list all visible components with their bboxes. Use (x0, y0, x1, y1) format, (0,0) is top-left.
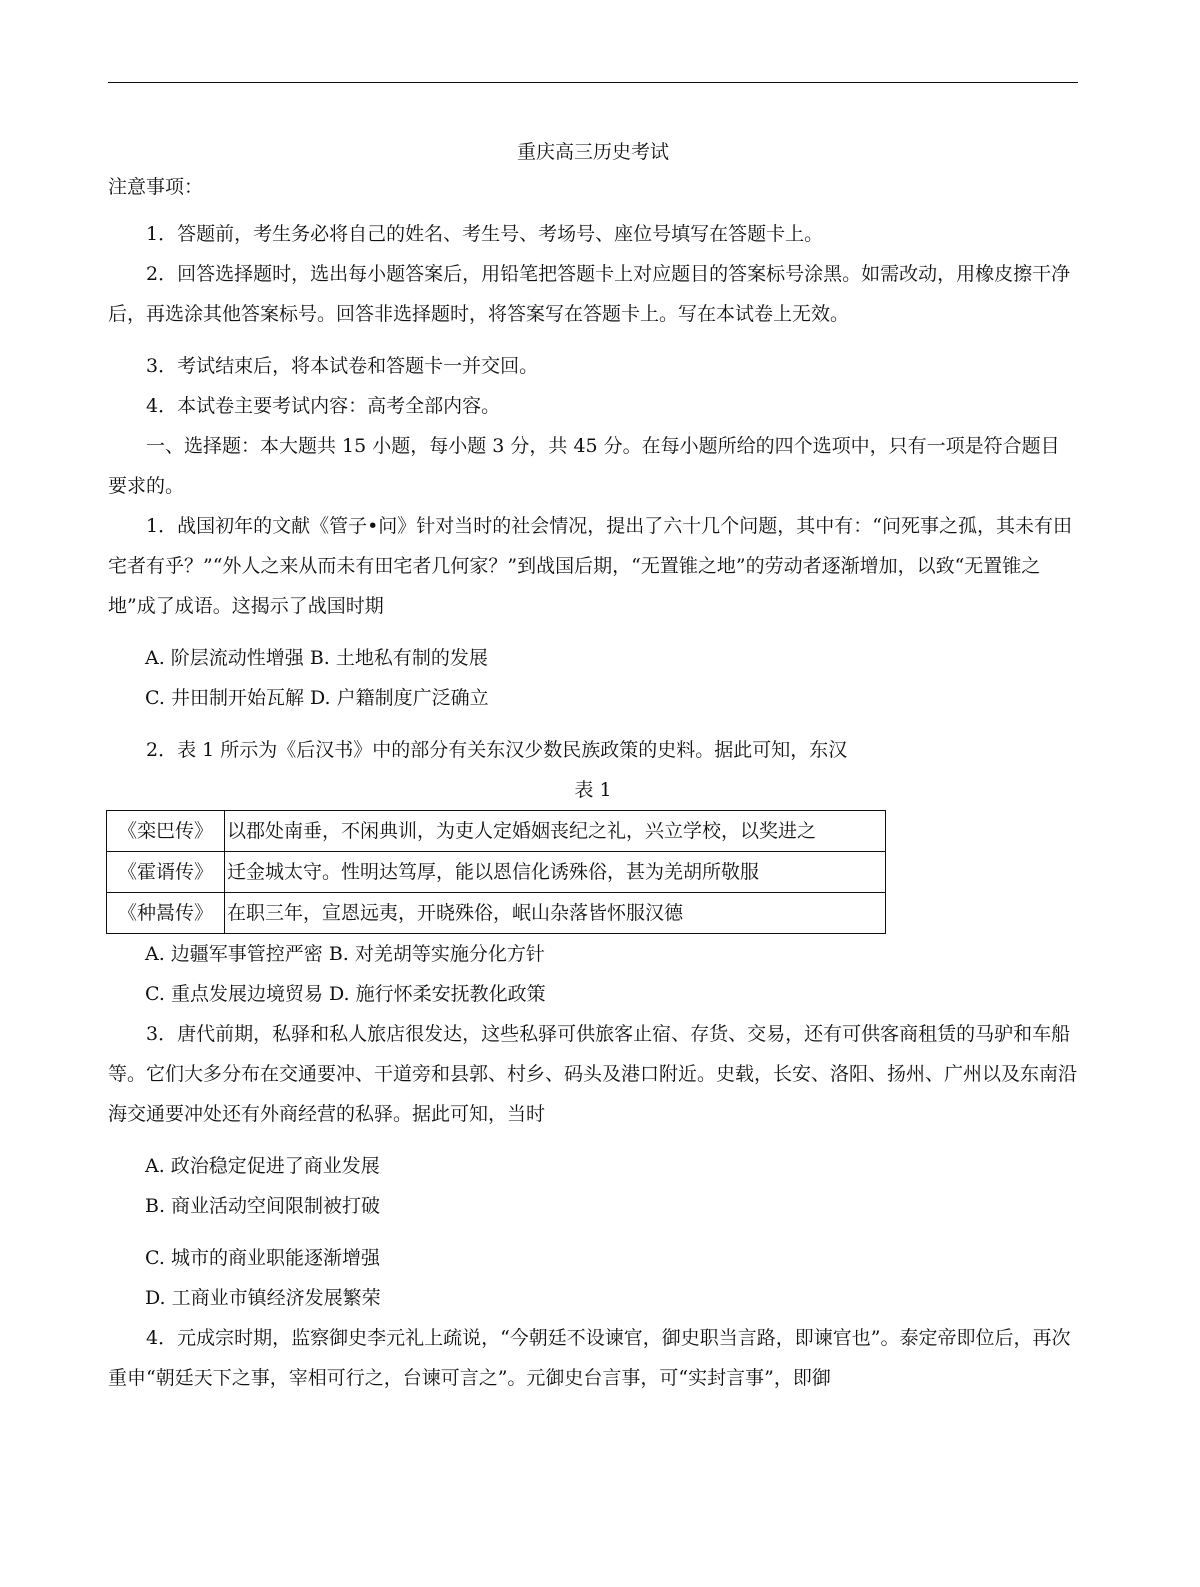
table-row (107, 852, 886, 893)
header-rule (108, 82, 1078, 83)
notice-item: 4．本试卷主要考试内容：高考全部内容。 (146, 395, 501, 417)
answer-option: D. 工商业市镇经济发展繁荣 (145, 1287, 381, 1309)
answer-option: A. 边疆军事管控严密 B. 对羌胡等实施分化方针 (145, 943, 545, 965)
question-stem: 3．唐代前期，私驿和私人旅店很发达，这些私驿可供旅客止宿、存货、交易，还有可供客商租赁的马驴和车船等。它们大多分布在交通要冲、干道旁和县郭、村乡、码头及港口附近。史载，长安、洛阳、扬州、广州以及东南沿海交通要冲处还有外商经营的私驿。据此可知，当时 (108, 1023, 1078, 1125)
table-cell-content: 迁金城太守。性明达笃厚，能以恩信化诱殊俗，甚为羌胡所敬服 (225, 852, 886, 893)
notice-item: 2．回答选择题时，选出每小题答案后，用铅笔把答题卡上对应题目的答案标号涂黑。如需改动，用橡皮擦干净后，再选涂其他答案标号。回答非选择题时，将答案写在答题卡上。写在本试卷上无效。 (108, 263, 1071, 325)
table-row (107, 811, 886, 852)
table-cell-source: 《霍谞传》 (107, 852, 225, 893)
table-row (107, 893, 886, 934)
exam-page (108, 140, 1078, 1398)
question-stem: 4．元成宗时期，监察御史李元礼上疏说，“今朝廷不设谏官，御史职当言路，即谏官也”。泰定帝即位后，再次重申“朝廷天下之事，宰相可行之，台谏可言之”。元御史台言事，可“实封言事”，即御 (108, 1327, 1071, 1389)
answer-option: A. 阶层流动性增强 B. 土地私有制的发展 (145, 647, 488, 669)
question-stem: 2．表 1 所示为《后汉书》中的部分有关东汉少数民族政策的史料。据此可知，东汉 (146, 739, 848, 761)
table-cell-source: 《栾巴传》 (107, 811, 225, 852)
answer-option: C. 重点发展边境贸易 D. 施行怀柔安抚教化政策 (145, 983, 546, 1005)
question-stem: 1．战国初年的文献《管子•问》针对当时的社会情况，提出了六十几个问题，其中有：“问死事之孤，其未有田宅者有乎？”“外人之来从而未有田宅者几何家？”到战国后期，“无置锥之地”的劳动者逐渐增加，以致“无置锥之地”成了成语。这揭示了战国时期 (108, 515, 1073, 617)
table-cell-content: 在职三年，宣恩远夷，开晓殊俗，岷山杂落皆怀服汉德 (225, 893, 886, 934)
page-title: 重庆高三历史考试 (516, 141, 669, 163)
answer-option: C. 城市的商业职能逐渐增强 (145, 1247, 380, 1269)
notice-heading: 注意事项： (108, 176, 204, 198)
source-table (106, 810, 886, 934)
table-cell-source: 《种暠传》 (107, 893, 225, 934)
table-caption: 表 1 (574, 779, 612, 801)
notice-item: 1．答题前，考生务必将自己的姓名、考生号、考场号、座位号填写在答题卡上。 (146, 223, 824, 245)
answer-option: B. 商业活动空间限制被打破 (145, 1195, 381, 1217)
section-intro: 一、选择题：本大题共 15 小题，每小题 3 分，共 45 分。在每小题所给的四个选项中，只有一项是符合题目要求的。 (108, 435, 1060, 497)
answer-option: A. 政治稳定促进了商业发展 (145, 1155, 380, 1177)
notice-item: 3．考试结束后，将本试卷和答题卡一并交回。 (146, 355, 539, 377)
table-cell-content: 以郡处南垂，不闲典训，为吏人定婚姻丧纪之礼，兴立学校，以奖进之 (225, 811, 886, 852)
answer-option: C. 井田制开始瓦解 D. 户籍制度广泛确立 (145, 687, 489, 709)
